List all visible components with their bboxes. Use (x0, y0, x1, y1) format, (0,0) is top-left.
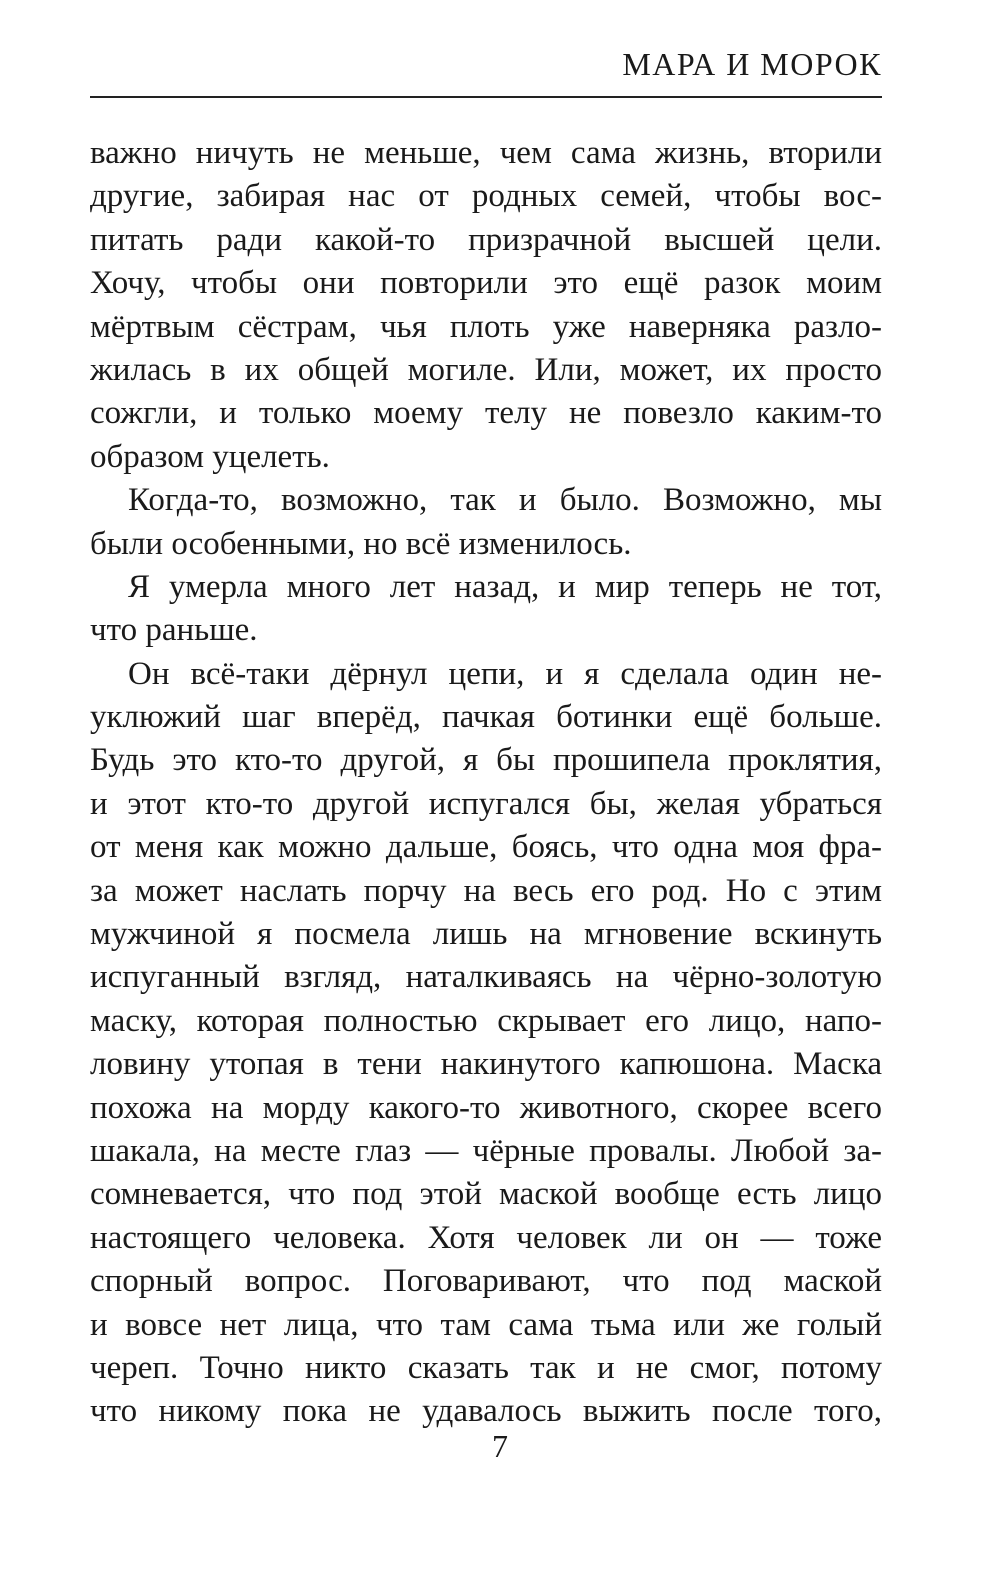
body-text (90, 132, 882, 1434)
text-line: сомневается, что под этой маской вообще есть лицо (90, 1176, 882, 1213)
text-line: что раньше. (90, 612, 258, 649)
page-number: 7 (492, 1428, 508, 1464)
text-line: мёртвым сёстрам, чья плоть уже наверняка разло- (90, 308, 882, 345)
text-line: шакала, на месте глаз — чёрные провалы. Любой за- (90, 1132, 882, 1169)
text-line: важно ничуть не меньше, чем сама жизнь, вторили (90, 135, 882, 171)
text-line: что никому пока не удавалось выжить после того, (90, 1393, 882, 1430)
text-line: череп. Точно никто сказать так и не смог, потому (90, 1349, 882, 1386)
text-line: маску, которая полностью скрывает его лицо, напо- (90, 1002, 882, 1039)
text-line: Когда-то, возможно, так и было. Возможно, мы (128, 482, 882, 519)
text-line: уклюжий шаг вперёд, пачкая ботинки ещё больше. (90, 699, 882, 736)
text-line: похожа на морду какого-то животного, скорее всего (90, 1089, 882, 1126)
text-line: другие, забирая нас от родных семей, чтобы вос- (90, 178, 882, 215)
text-line: и этот кто-то другой испугался бы, желая убраться (90, 785, 882, 822)
text-line: мужчиной я посмела лишь на мгновение вскинуть (90, 916, 882, 953)
text-line: сожгли, и только моему телу не повезло каким-то (90, 395, 882, 432)
text-line: образом уцелеть. (90, 438, 330, 475)
text-line: Будь это кто-то другой, я бы прошипела проклятия, (90, 742, 882, 779)
text-line: испуганный взгляд, наталкиваясь на чёрно-золотую (90, 959, 882, 996)
text-line: были особенными, но всё изменилось. (90, 525, 632, 562)
text-line: Я умерла много лет назад, и мир теперь не тот, (128, 568, 882, 605)
running-title: МАРА И МОРОК (622, 46, 882, 82)
text-line: ловину утопая в тени накинутого капюшона. Маска (90, 1046, 882, 1083)
header-rule (90, 96, 882, 98)
text-line: Хочу, чтобы они повторили это ещё разок моим (90, 265, 882, 302)
text-line: жилась в их общей могиле. Или, может, их просто (90, 351, 882, 388)
text-line: Он всё-таки дёрнул цепи, и я сделала один не- (128, 655, 882, 692)
text-line: питать ради какой-то призрачной высшей цели. (90, 221, 882, 258)
text-line: спорный вопрос. Поговаривают, что под маской (90, 1263, 882, 1300)
text-line: от меня как можно дальше, боясь, что одна моя фра- (90, 829, 882, 866)
text-line: за может наслать порчу на весь его род. Но с этим (90, 872, 882, 909)
text-line: настоящего человека. Хотя человек ли он — тоже (90, 1219, 882, 1256)
text-line: и вовсе нет лица, что там сама тьма или же голый (90, 1306, 882, 1343)
